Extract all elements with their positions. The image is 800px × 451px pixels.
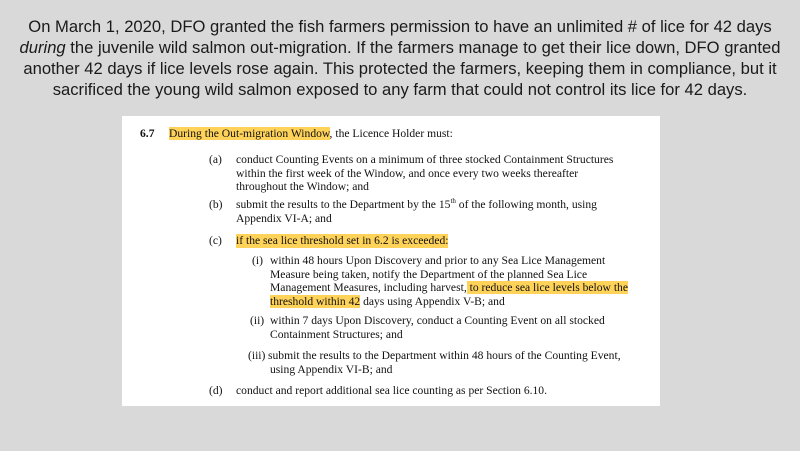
item-ci-line3 (270, 281, 628, 295)
item-a-text (236, 153, 613, 194)
item-a-line2: within the first week of the Window, and once every two weeks thereafter (236, 166, 579, 180)
item-ci-line4-plain: days using Appendix V-B; and (360, 294, 505, 308)
item-ci-label: (i) (252, 254, 263, 267)
item-cii-label: (ii) (250, 314, 265, 327)
item-b-line2: Appendix VI-A; and (236, 211, 332, 225)
caption-emphasis: during (19, 38, 66, 57)
item-ciii-line1: submit the results to the Department within 48 hours of the Counting Event, (268, 349, 621, 362)
item-b-text (236, 198, 597, 225)
caption-part2: the juvenile wild salmon out-migration. If the farmers manage to get their lice down, DFO granted another 42 days if lice levels rose again. This protected the farmers, keeping them in compliance, but it sacrificed the young wild salmon exposed to any farm that could not control its lice for 42 days. (23, 38, 781, 99)
slide-caption (14, 16, 786, 100)
section-highlight: During the Out-migration Window (169, 127, 330, 140)
item-d-label: (d) (209, 384, 223, 397)
item-d-text: conduct and report additional sea lice counting as per Section 6.10. (236, 384, 548, 397)
item-ciii-text (268, 349, 621, 376)
item-b-line1-pre: submit the results to the Department by the 15 (236, 198, 451, 211)
item-b-label: (b) (209, 198, 223, 211)
item-ci-line2: Measure being taken, notify the Department of the planned Sea Lice (270, 267, 588, 281)
item-ci-line3-highlight: to reduce sea lice levels below the (466, 281, 628, 295)
item-b-superscript: th (450, 197, 456, 206)
item-b-line1 (236, 198, 597, 212)
item-c-label: (c) (209, 234, 222, 247)
item-cii-line1: within 7 days Upon Discovery, conduct a Counting Event on all stocked (270, 314, 605, 327)
item-ci-line4 (270, 295, 628, 309)
item-ci-text (270, 254, 628, 308)
item-ci-line1: within 48 hours Upon Discovery and prior to any Sea Lice Management (270, 254, 606, 267)
item-ciii-line2: using Appendix VI-B; and (270, 362, 393, 376)
item-ci-line4-highlight: threshold within 42 (270, 294, 361, 308)
section-heading (169, 127, 453, 141)
item-a-line1: conduct Counting Events on a minimum of three stocked Containment Structures (236, 153, 614, 166)
item-a-line3: throughout the Window; and (236, 180, 369, 194)
item-c-text: if the sea lice threshold set in 6.2 is exceeded: (236, 234, 449, 247)
section-number: 6.7 (140, 127, 155, 140)
caption-part1: On March 1, 2020, DFO granted the fish farmers permission to have an unlimited # of lice for 42 days (28, 17, 772, 36)
section-heading-rest: , the Licence Holder must: (329, 127, 453, 140)
item-b-line1-post: of the following month, using (455, 198, 597, 211)
regulation-excerpt (122, 116, 660, 406)
item-cii-text (270, 314, 605, 341)
item-ciii-label: (iii) (248, 349, 266, 362)
item-a-label: (a) (209, 153, 222, 166)
item-cii-line2: Containment Structures; and (270, 327, 403, 341)
item-ci-line3-plain: Management Measures, including harvest, (270, 281, 467, 295)
